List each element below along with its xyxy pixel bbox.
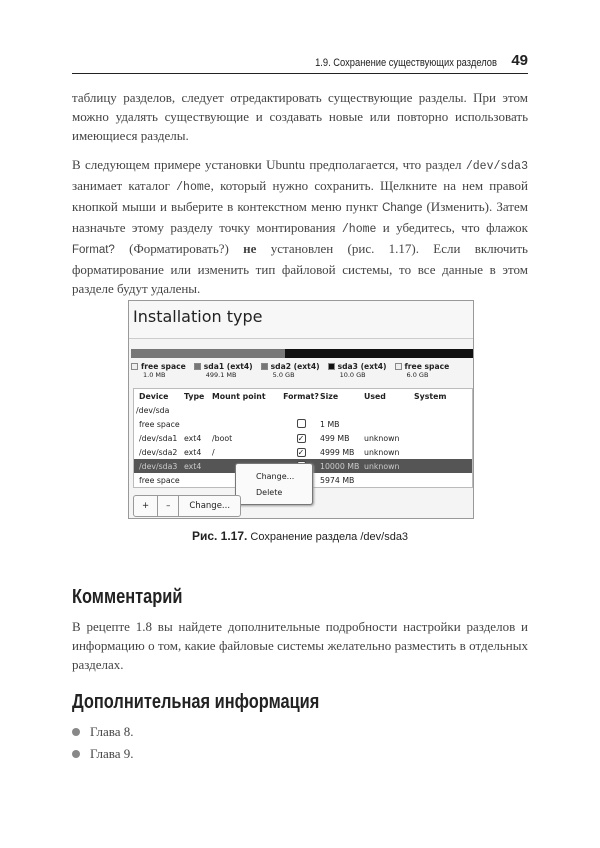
size: 5974 MB [320, 475, 355, 485]
table-row[interactable] [134, 417, 472, 431]
format-cell [282, 419, 320, 430]
device: /dev/sda1 [139, 433, 178, 443]
checkbox[interactable] [297, 419, 306, 428]
disk-row[interactable] [134, 403, 472, 417]
list-item [72, 724, 134, 740]
installer-screenshot [128, 300, 474, 519]
change-button[interactable]: Change... [189, 501, 231, 511]
heading-more-info: Дополнительная информация [72, 691, 320, 713]
add-button[interactable]: + [134, 496, 158, 516]
legend-item [328, 362, 387, 379]
remove-button[interactable]: – [158, 496, 179, 516]
caption-label: Рис. 1.17. [191, 529, 248, 543]
type: ext4 [184, 447, 202, 457]
paragraph-2 [72, 155, 528, 298]
disk-label: /dev/sda [136, 405, 170, 415]
ui-term: Change [382, 202, 423, 214]
running-header [72, 50, 528, 74]
device: free space [139, 475, 180, 485]
legend-swatch [328, 363, 335, 370]
text: , который нужно сохранить. Щелкните на нем правой кнопкой мыши и выберите в контекстном меню пункт [72, 178, 529, 214]
legend-size: 1.0 MB [143, 371, 166, 379]
mount-point: / [212, 447, 215, 457]
device: /dev/sda3 [139, 461, 178, 471]
device: /dev/sda2 [139, 447, 178, 457]
legend-swatch [194, 363, 201, 370]
legend-size: 5.0 GB [272, 371, 295, 379]
legend-item [131, 362, 186, 379]
used: unknown [364, 461, 400, 471]
legend-item [261, 362, 320, 379]
column-header[interactable]: System [414, 391, 447, 401]
format-cell [282, 434, 320, 443]
list-item-text: Глава 9. [90, 746, 134, 761]
legend-name: sda2 (ext4) [270, 362, 320, 371]
used: unknown [364, 447, 400, 457]
text: (Форматировать?) [114, 241, 244, 256]
type: ext4 [184, 461, 202, 471]
checked-checkbox[interactable]: ✓ [297, 433, 305, 443]
partition-legend [131, 362, 473, 379]
used: unknown [364, 433, 400, 443]
list-item [72, 746, 134, 762]
window-title: Installation type [129, 301, 473, 339]
device: free space [139, 419, 180, 429]
heading-comment: Комментарий [72, 586, 183, 608]
partition-bar [131, 349, 473, 358]
bullet-icon [72, 750, 80, 758]
legend-name: sda1 (ext4) [203, 362, 253, 371]
page-number: 49 [511, 52, 528, 69]
bullet-icon [72, 728, 80, 736]
size: 4999 MB [320, 447, 355, 457]
text: занимает каталог [72, 178, 177, 193]
comment-text: В рецепте 1.8 вы найдете дополнительные подробности настройки разделов и информацию о том, какие файловые системы желательно разместить в отдельных разделах. [72, 619, 528, 672]
menu-item-delete[interactable]: Delete [256, 488, 283, 497]
section-title: 1.9. Сохранение существующих разделов [315, 57, 498, 69]
format-cell [282, 448, 320, 457]
legend-item [395, 362, 450, 379]
text: (Изменить). Затем назначьте этому разделу точку монтирования [72, 199, 528, 235]
column-header[interactable]: Size [320, 391, 339, 401]
code: /home [176, 181, 211, 194]
legend-size: 10.0 GB [339, 371, 366, 379]
legend-size: 6.0 GB [406, 371, 429, 379]
code: /dev/sda3 [465, 160, 528, 173]
legend-swatch [261, 363, 268, 370]
ui-term: Format? [72, 244, 115, 256]
column-header[interactable]: Device [139, 391, 169, 401]
menu-item-change[interactable]: Change... [256, 472, 295, 481]
table-row[interactable] [134, 431, 472, 445]
text: установлен (рис. 1.17). Если включить форматирование или изменить тип файловой системы, то все данные в этом разделе будут удалены. [72, 241, 528, 296]
legend-item [194, 362, 253, 379]
paragraph-1: таблицу разделов, следует отредактировать существующие разделы. При этом можно удалять существующие и создавать новые или повторно использовать имеющиеся разделы. [72, 90, 528, 143]
figure-caption [0, 529, 600, 543]
column-header[interactable]: Type [184, 391, 205, 401]
column-header[interactable]: Format? [283, 391, 319, 401]
list-item-text: Глава 8. [90, 724, 134, 739]
column-header[interactable]: Mount point [212, 391, 266, 401]
legend-name: sda3 (ext4) [337, 362, 387, 371]
legend-name: free space [141, 362, 186, 371]
legend-swatch [131, 363, 138, 370]
size: 499 MB [320, 433, 350, 443]
legend-swatch [395, 363, 402, 370]
size: 1 MB [320, 419, 340, 429]
type: ext4 [184, 433, 202, 443]
size: 10000 MB [320, 461, 360, 471]
text: В следующем примере установки Ubuntu предполагается, что раздел [72, 157, 466, 172]
legend-name: free space [404, 362, 450, 371]
caption-text: Сохранение раздела /dev/sda3 [247, 531, 409, 543]
table-header [134, 389, 472, 403]
context-menu [235, 463, 313, 505]
emphasis: не [243, 241, 257, 256]
checked-checkbox[interactable]: ✓ [297, 447, 305, 457]
code: /home [341, 223, 377, 236]
table-row[interactable] [134, 445, 472, 459]
mount-point: /boot [212, 433, 233, 443]
partition-buttons [133, 495, 241, 517]
text: и убедитесь, что флажок [376, 220, 528, 235]
legend-size: 499.1 MB [205, 371, 237, 379]
column-header[interactable]: Used [364, 391, 386, 401]
